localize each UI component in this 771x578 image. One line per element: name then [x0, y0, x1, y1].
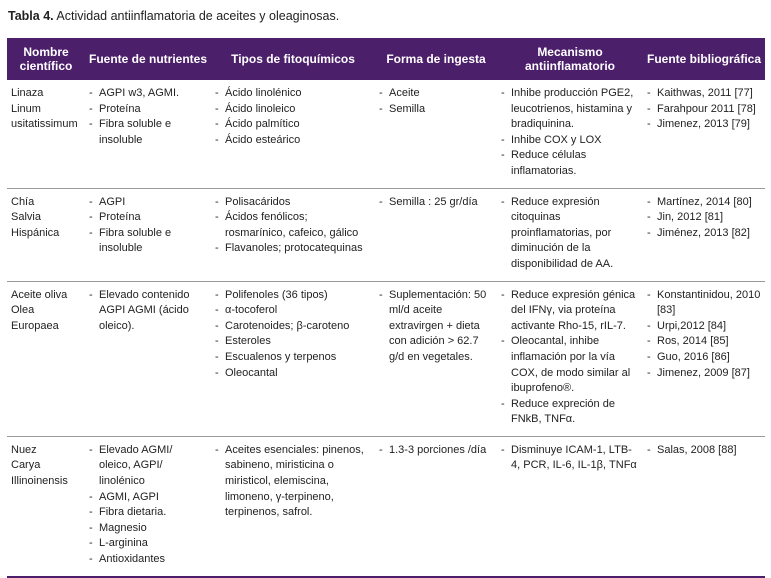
phyto-list	[215, 86, 371, 148]
list-item: - 1.3-3 porciones /día	[379, 443, 493, 459]
list-item: - AGPI w3, AGMI.	[89, 86, 207, 102]
list-item: - Inhibe producción PGE2, leucotrienos, histamina y bradiquinina.	[501, 86, 639, 133]
list-item: - Suplementación: 50 ml/d aceite extravirgen + dieta con adición > 62.7 g/d en vegetales.	[379, 288, 493, 366]
list-item: - Ros, 2014 [85]	[647, 334, 761, 350]
list-item: - Flavanoles; protocatequinas	[215, 241, 371, 257]
cell-phyto	[211, 436, 375, 576]
cell-nombre-cientifico	[7, 281, 85, 436]
cell-phyto	[211, 281, 375, 436]
scientific-name-line: usitatissimum	[11, 118, 78, 131]
header-row	[7, 38, 765, 80]
cell-nombre-cientifico	[7, 188, 85, 281]
list-item: - Ácidos fenólicos; rosmarínico, cafeico, gálico	[215, 210, 371, 241]
list-item: - Antioxidantes	[89, 552, 207, 568]
scientific-name-line: Carya	[11, 459, 41, 472]
table-caption	[8, 9, 339, 23]
caption-text: Actividad antiinflamatoria de aceites y oleaginosas.	[53, 9, 340, 23]
cell-intake	[375, 281, 497, 436]
header-mecanismo: Mecanismo antiinflamatorio	[497, 38, 643, 80]
table-row	[7, 436, 765, 576]
mechanism-list	[501, 86, 639, 180]
mechanism-list	[501, 288, 639, 428]
list-item: - Oleocantal, inhibe inflamación por la vía COX, de modo similar al ibuprofeno®.	[501, 334, 639, 396]
list-item: - Aceites esenciales: pinenos, sabineno, miristicina o miristicol, elemiscina, limoneno, γ-terpineno, terpinenos, safrol.	[215, 443, 371, 521]
nutrients-list	[89, 443, 207, 568]
list-item: - Urpi,2012 [84]	[647, 319, 761, 335]
table-row	[7, 281, 765, 436]
anti-inflammatory-table	[7, 38, 765, 578]
phyto-list	[215, 288, 371, 382]
list-item: - Polisacáridos	[215, 195, 371, 211]
list-item: - Ácido linolénico	[215, 86, 371, 102]
cell-nutrients	[85, 436, 211, 576]
header-nombre-cientifico: Nombre científico	[7, 38, 85, 80]
list-item: - Farahpour 2011 [78]	[647, 102, 761, 118]
scientific-name-line: Olea	[11, 304, 35, 317]
list-item: - Aceite	[379, 86, 493, 102]
header-tipos-fitoquimicos: Tipos de fitoquímicos	[211, 38, 375, 80]
intake-list	[379, 86, 493, 117]
list-item: - Elevado AGMI/ oleico, AGPI/ linolénico	[89, 443, 207, 490]
list-item: - Disminuye ICAM-1, LTB-4, PCR, IL-6, IL-1β, TNFα	[501, 443, 639, 474]
list-item: - α-tocoferol	[215, 303, 371, 319]
cell-mechanism	[497, 281, 643, 436]
nutrients-list	[89, 195, 207, 257]
list-item: - Fibra dietaria.	[89, 505, 207, 521]
list-item: - Fibra soluble e insoluble	[89, 117, 207, 148]
list-item: - Escualenos y terpenos	[215, 350, 371, 366]
list-item: - Jiménez, 2013 [82]	[647, 226, 761, 242]
list-item: - Jimenez, 2013 [79]	[647, 117, 761, 133]
cell-mechanism	[497, 188, 643, 281]
list-item: - Reduce expresión génica del IFNγ, via proteína activante Rho-15, rIL-7.	[501, 288, 639, 335]
cell-nutrients	[85, 80, 211, 188]
scientific-name-line: Hispánica	[11, 226, 60, 239]
mechanism-list	[501, 195, 639, 273]
list-item: - Reduce células inflamatorias.	[501, 148, 639, 179]
list-item: - Ácido linoleico	[215, 102, 371, 118]
list-item: - Reduce expresión citoquinas proinflamatorias, por diminución de la disponibilidad de AA.	[501, 195, 639, 273]
cell-nombre-cientifico	[7, 436, 85, 576]
phyto-list	[215, 443, 371, 521]
cell-refs	[643, 281, 765, 436]
list-item: - Proteína	[89, 102, 207, 118]
refs-list	[647, 288, 761, 382]
list-item: - Guo, 2016 [86]	[647, 350, 761, 366]
caption-label: Tabla 4.	[8, 9, 54, 23]
cell-mechanism	[497, 436, 643, 576]
list-item: - Martínez, 2014 [80]	[647, 195, 761, 211]
intake-list	[379, 443, 493, 459]
header-fuente-bibliografica: Fuente bibliográfica	[643, 38, 765, 80]
mechanism-list	[501, 443, 639, 474]
scientific-name-line: Illinoinensis	[11, 475, 68, 488]
table-row	[7, 188, 765, 281]
list-item: - Ácido palmítico	[215, 117, 371, 133]
cell-intake	[375, 436, 497, 576]
intake-list	[379, 195, 493, 211]
list-item: - Esteroles	[215, 334, 371, 350]
list-item: - Ácido esteárico	[215, 133, 371, 149]
list-item: - Carotenoides; β-caroteno	[215, 319, 371, 335]
header-fuente-nutrientes: Fuente de nutrientes	[85, 38, 211, 80]
list-item: - AGPI	[89, 195, 207, 211]
scientific-name-line: Nuez	[11, 443, 37, 456]
cell-refs	[643, 188, 765, 281]
list-item: - Jin, 2012 [81]	[647, 210, 761, 226]
scientific-name-line: Salvia	[11, 211, 41, 224]
nutrients-list	[89, 86, 207, 148]
list-item: - Polifenoles (36 tipos)	[215, 288, 371, 304]
cell-refs	[643, 80, 765, 188]
list-item: - AGMI, AGPI	[89, 490, 207, 506]
list-item: - Inhibe COX y LOX	[501, 133, 639, 149]
list-item: - Elevado contenido AGPI AGMI (ácido oleico).	[89, 288, 207, 335]
intake-list	[379, 288, 493, 366]
refs-list	[647, 443, 761, 459]
scientific-name-line: Linum	[11, 102, 41, 115]
list-item: - Proteína	[89, 210, 207, 226]
scientific-name-line: Europaea	[11, 319, 59, 332]
refs-list	[647, 195, 761, 242]
list-item: - Jimenez, 2009 [87]	[647, 366, 761, 382]
list-item: - Reduce expreción de FNkB, TNFα.	[501, 397, 639, 428]
list-item: - Salas, 2008 [88]	[647, 443, 761, 459]
list-item: - Oleocantal	[215, 366, 371, 382]
list-item: - L-arginina	[89, 536, 207, 552]
scientific-name-line: Chía	[11, 195, 35, 208]
list-item: - Semilla	[379, 102, 493, 118]
cell-phyto	[211, 188, 375, 281]
cell-nutrients	[85, 188, 211, 281]
list-item: - Semilla : 25 gr/día	[379, 195, 493, 211]
cell-intake	[375, 80, 497, 188]
list-item: - Kaithwas, 2011 [77]	[647, 86, 761, 102]
phyto-list	[215, 195, 371, 257]
cell-refs	[643, 436, 765, 576]
list-item: - Konstantinidou, 2010 [83]	[647, 288, 761, 319]
cell-intake	[375, 188, 497, 281]
scientific-name-line: Linaza	[11, 87, 44, 99]
header-forma-ingesta: Forma de ingesta	[375, 38, 497, 80]
nutrients-list	[89, 288, 207, 335]
cell-nutrients	[85, 281, 211, 436]
cell-phyto	[211, 80, 375, 188]
cell-nombre-cientifico	[7, 80, 85, 188]
list-item: - Fibra soluble e insoluble	[89, 226, 207, 257]
cell-mechanism	[497, 80, 643, 188]
list-item: - Magnesio	[89, 521, 207, 537]
scientific-name-line: Aceite oliva	[11, 288, 68, 301]
table-row	[7, 80, 765, 188]
refs-list	[647, 86, 761, 133]
